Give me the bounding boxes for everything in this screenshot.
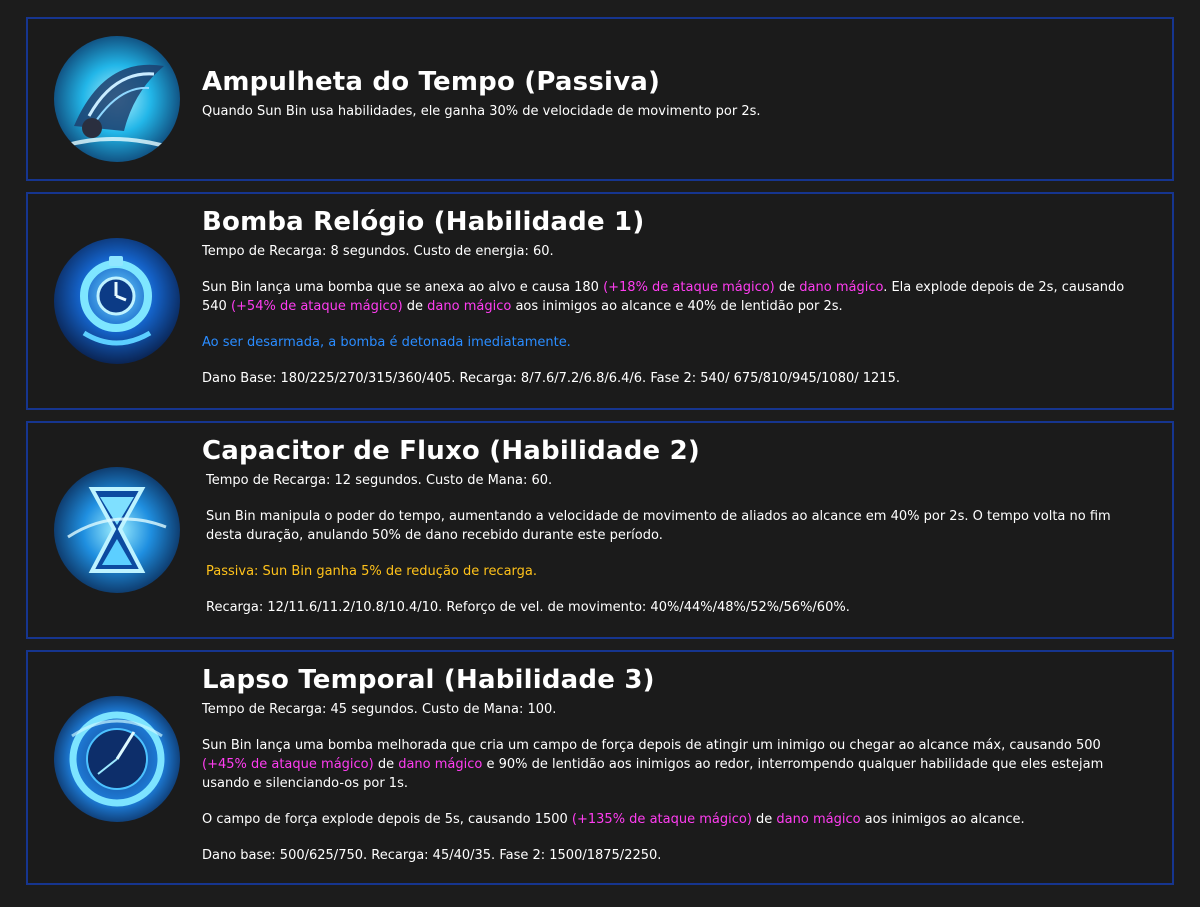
skill-cooldown: Tempo de Recarga: 8 segundos. Custo de energia: 60. [202,244,554,259]
flux-hourglass-icon [54,467,180,593]
skill-content [202,66,1148,121]
skill-card-1 [26,192,1174,410]
skill-cooldown: Tempo de Recarga: 12 segundos. Custo de Mana: 60. [206,473,553,488]
skill-title: Bomba Relógio (Habilidade 1) [202,207,645,237]
skill-content [202,206,1148,388]
skill-title: Ampulheta do Tempo (Passiva) [202,67,661,97]
skill-content [202,435,1148,617]
time-lapse-clock-icon [54,696,180,822]
hourglass-wing-icon [54,36,180,162]
skill-title: Capacitor de Fluxo (Habilidade 2) [202,436,700,466]
skill-stats: Dano base: 500/625/750. Recarga: 45/40/35. Fase 2: 1500/1875/2250. [202,848,662,863]
skill-description: Sun Bin lança uma bomba que se anexa ao alvo e causa 180 (+18% de ataque mágico) de dano mágico. Ela explode depois de 2s, causando 540 (+54% de ataque mágico) de dano mágico aos inimigos ao alcance e 40% de lentidão por 2s. [202,280,1125,314]
skill-title: Lapso Temporal (Habilidade 3) [202,665,655,695]
skill-card-3 [26,650,1174,885]
skill-card-2 [26,421,1174,639]
skill-cooldown: Tempo de Recarga: 45 segundos. Custo de Mana: 100. [202,702,557,717]
skill-content [202,664,1148,865]
skill-description: Sun Bin manipula o poder do tempo, aumentando a velocidade de movimento de aliados ao alcance em 40% por 2s. O tempo volta no fim desta duração, anulando 50% de dano recebido durante este período. [206,509,1111,543]
skill-stats: Dano Base: 180/225/270/315/360/405. Recarga: 8/7.6/7.2/6.8/6.4/6. Fase 2: 540/ 675/810/945/1080/ 1215. [202,371,900,386]
skill-description-explosion: O campo de força explode depois de 5s, causando 1500 (+135% de ataque mágico) de dano mágico aos inimigos ao alcance. [202,812,1025,827]
skill-note: Ao ser desarmada, a bomba é detonada imediatamente. [202,335,571,350]
skill-description: Sun Bin lança uma bomba melhorada que cria um campo de força depois de atingir um inimigo ou chegar ao alcance máx, causando 500 (+45% de ataque mágico) de dano mágico e 90% de lentidão aos inimigos ao redor, interrompendo qualquer habilidade que eles estejam usando e silenciando-os por 1s. [202,738,1104,791]
skill-card-passive [26,17,1174,181]
clock-bomb-icon [54,238,180,364]
skill-stats: Recarga: 12/11.6/11.2/10.8/10.4/10. Reforço de vel. de movimento: 40%/44%/48%/52%/56%/60%. [206,600,850,615]
skill-passive: Passiva: Sun Bin ganha 5% de redução de recarga. [206,564,538,579]
skill-description: Quando Sun Bin usa habilidades, ele ganha 30% de velocidade de movimento por 2s. [202,104,761,119]
